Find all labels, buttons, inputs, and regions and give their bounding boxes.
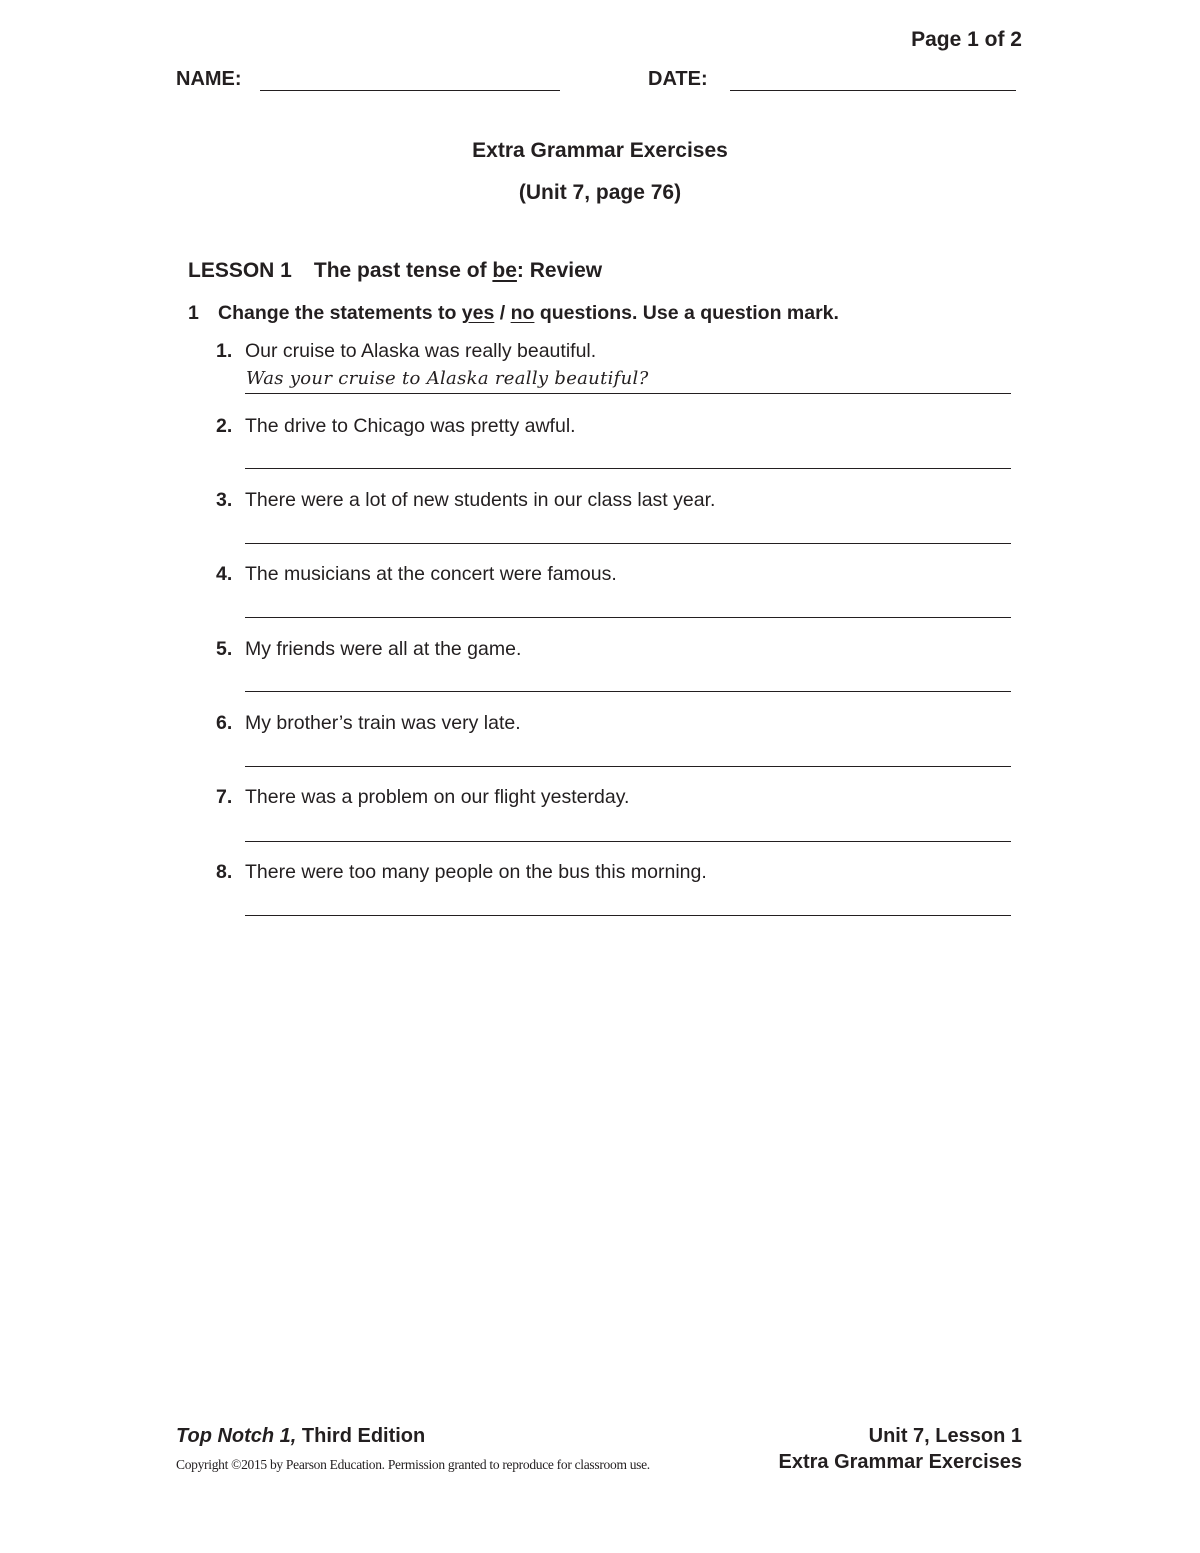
answer-line-1[interactable]	[245, 393, 1011, 394]
exercise-number: 1	[188, 302, 199, 324]
instruction-slash: /	[494, 302, 511, 324]
date-label: DATE:	[648, 68, 708, 90]
exercise-item-7	[216, 786, 1016, 809]
name-label: NAME:	[176, 68, 242, 90]
lesson-topic-keyword: be	[492, 259, 517, 282]
lesson-heading	[188, 259, 602, 283]
exercise-item-1	[216, 340, 1016, 363]
instruction-suffix: questions. Use a question mark.	[534, 302, 839, 324]
item-text: There were too many people on the bus this morning.	[245, 861, 707, 883]
lesson-topic-prefix: The past tense of	[313, 259, 493, 282]
answer-line-2[interactable]	[245, 468, 1011, 469]
answer-line-3[interactable]	[245, 543, 1011, 544]
answer-line-6[interactable]	[245, 766, 1011, 767]
exercise-item-3	[216, 489, 1016, 512]
book-title: Top Notch 1,	[176, 1425, 297, 1447]
exercise-item-6	[216, 712, 1016, 735]
item-number: 2.	[216, 415, 233, 437]
answer-line-4[interactable]	[245, 617, 1011, 618]
item-text: There were a lot of new students in our class last year.	[245, 489, 716, 511]
answer-line-8[interactable]	[245, 915, 1011, 916]
answer-line-7[interactable]	[245, 841, 1011, 842]
page-number: Page 1 of 2	[911, 28, 1022, 51]
handwritten-answer: Was your cruise to Alaska really beautiful?	[246, 368, 649, 389]
item-number: 8.	[216, 861, 233, 883]
item-text: The drive to Chicago was pretty awful.	[245, 415, 576, 437]
item-number: 3.	[216, 489, 233, 511]
exercise-item-5	[216, 638, 1016, 661]
exercise-item-4	[216, 563, 1016, 586]
worksheet-subtitle: (Unit 7, page 76)	[518, 181, 682, 204]
footer-book-title	[176, 1425, 425, 1448]
exercise-item-8	[216, 861, 1016, 884]
lesson-label: LESSON 1	[188, 259, 292, 282]
item-number: 5.	[216, 638, 233, 660]
item-number: 7.	[216, 786, 233, 808]
answer-line-5[interactable]	[245, 691, 1011, 692]
item-text: Our cruise to Alaska was really beautiful.	[245, 340, 597, 362]
date-field[interactable]	[730, 90, 1016, 91]
item-number: 4.	[216, 563, 233, 585]
item-number: 6.	[216, 712, 233, 734]
item-text: My friends were all at the game.	[245, 638, 522, 660]
name-field[interactable]	[260, 90, 560, 91]
item-number: 1.	[216, 340, 233, 362]
copyright-notice: Copyright ©2015 by Pearson Education. Permission granted to reproduce for classroom use.	[176, 1457, 650, 1472]
instruction-prefix: Change the statements to	[218, 302, 462, 324]
item-text: My brother’s train was very late.	[245, 712, 521, 734]
instruction-yes: yes	[461, 302, 495, 324]
lesson-topic-suffix: : Review	[516, 259, 603, 282]
footer-unit-lesson: Unit 7, Lesson 1	[868, 1425, 1022, 1447]
item-text: There was a problem on our flight yesterday.	[245, 786, 630, 808]
instruction-no: no	[510, 302, 535, 324]
exercise-item-2	[216, 415, 1016, 438]
footer-section: Extra Grammar Exercises	[778, 1451, 1022, 1473]
worksheet-title: Extra Grammar Exercises	[472, 139, 728, 162]
item-text: The musicians at the concert were famous.	[245, 563, 617, 585]
exercise-instruction	[188, 302, 839, 325]
book-edition: Third Edition	[296, 1425, 426, 1447]
